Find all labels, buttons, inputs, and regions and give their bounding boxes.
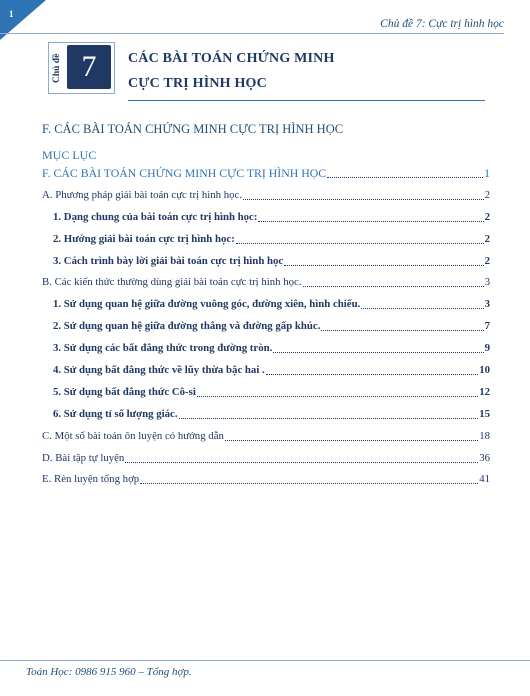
page-corner-tab [0,0,46,40]
toc-entry[interactable]: 5. Sử dụng bất đẳng thức Cô-si 12 [42,382,490,404]
running-header: Chủ đề 7: Cực trị hình học [380,18,504,30]
toc-entry[interactable]: F. CÁC BÀI TOÁN CHỨNG MINH CỰC TRỊ HÌNH HỌC 1 [42,163,490,185]
title-divider [128,100,485,101]
toc-entry[interactable]: A. Phương pháp giải bài toán cực trị hình học. 2 [42,185,490,207]
chapter-title-line-1: CÁC BÀI TOÁN CHỨNG MINH [128,51,335,66]
toc-entry[interactable]: 2. Hướng giải bài toán cực trị hình học: 2 [42,229,490,251]
toc-entry[interactable]: D. Bài tập tự luyện 36 [42,448,490,470]
footer: Toán Học: 0986 915 960 – Tổng hợp. [26,666,192,678]
footer-divider [0,660,530,661]
toc-entry[interactable]: E. Rèn luyện tổng hợp 41 [42,469,490,491]
toc-entry[interactable]: 1. Dạng chung của bài toán cực trị hình học: 2 [42,207,490,229]
chapter-number: 7 [67,45,111,89]
toc-entry[interactable]: B. Các kiến thức thường dùng giải bài toán cực trị hình học. 3 [42,272,490,294]
toc-entry[interactable]: 3. Cách trình bày lời giải bài toán cực trị hình học 2 [42,251,490,273]
toc-entry[interactable]: 2. Sử dụng quan hệ giữa đường thẳng và đường gấp khúc. 7 [42,316,490,338]
toc-entry[interactable]: 3. Sử dụng các bất đẳng thức trong đường tròn. 9 [42,338,490,360]
chapter-title-line-2: CỰC TRỊ HÌNH HỌC [128,76,267,91]
chapter-label: Chủ đề [52,53,62,83]
toc-entry[interactable]: C. Một số bài toán ôn luyện có hướng dẫn 18 [42,426,490,448]
page-number: 1 [9,9,14,19]
chapter-badge [48,42,115,94]
table-of-contents [42,163,490,491]
chapter-title [128,46,335,96]
toc-label: MỤC LỤC [42,148,97,162]
toc-entry[interactable]: 6. Sử dụng tỉ số lượng giác. 15 [42,404,490,426]
header-divider [0,33,504,34]
toc-entry[interactable]: 1. Sử dụng quan hệ giữa đường vuông góc, đường xiên, hình chiếu. 3 [42,294,490,316]
section-heading: F. CÁC BÀI TOÁN CHỨNG MINH CỰC TRỊ HÌNH HỌC [42,122,344,136]
toc-entry[interactable]: 4. Sử dụng bất đẳng thức về lũy thừa bậc hai . 10 [42,360,490,382]
